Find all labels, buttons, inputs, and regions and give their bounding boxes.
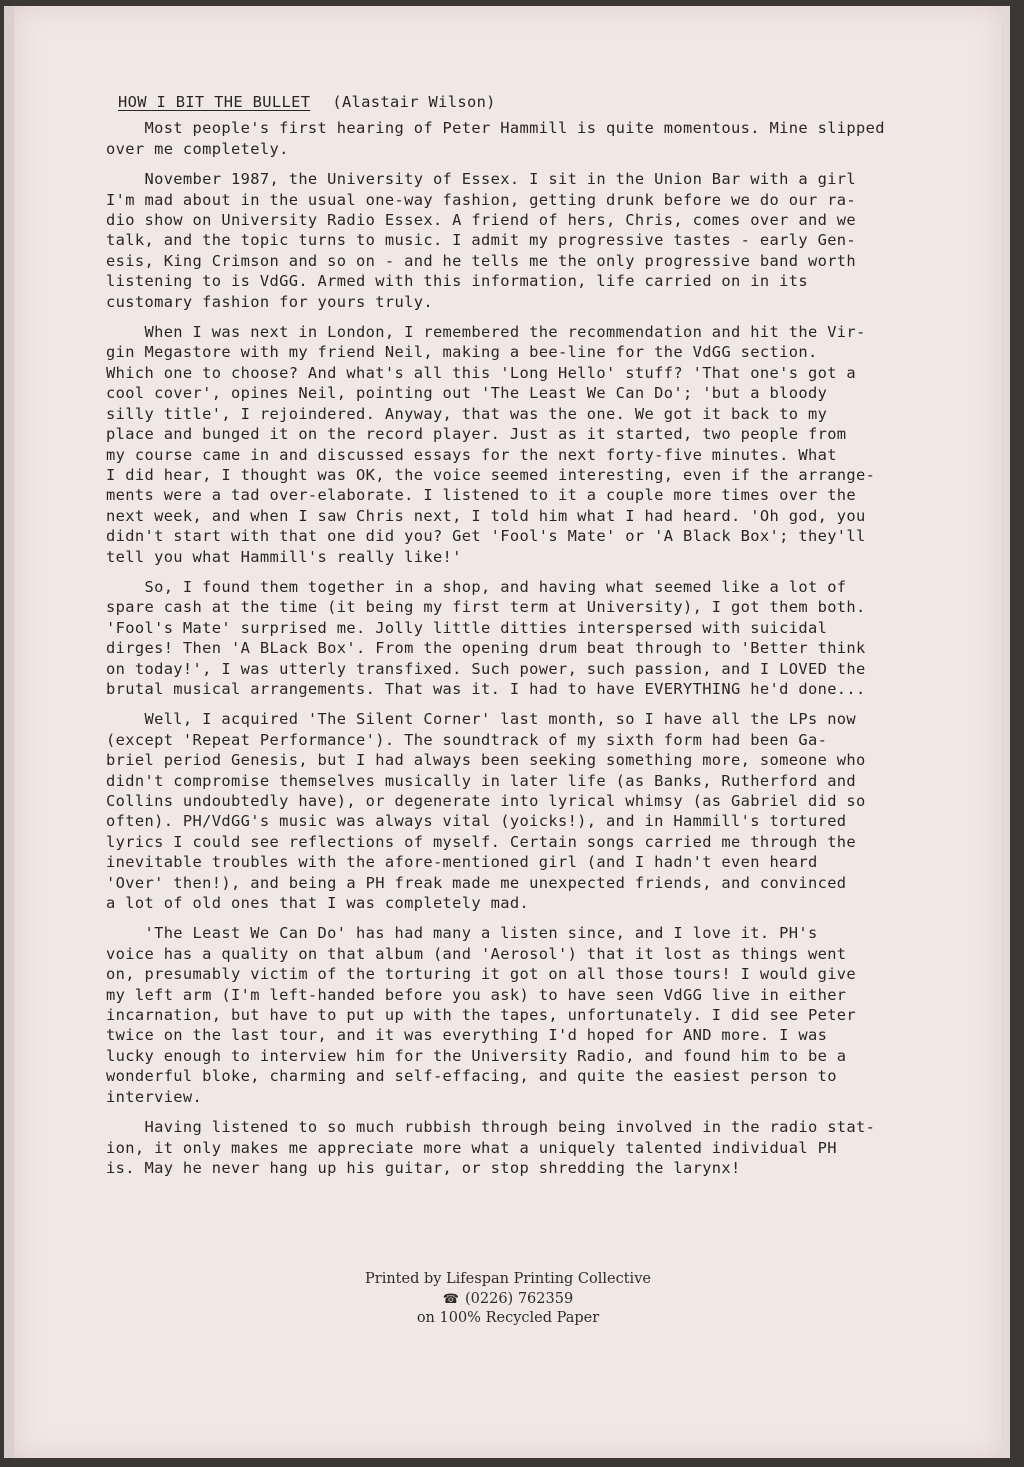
text-line: (except 'Repeat Performance'). The soundtrack of my sixth form had been Ga- <box>106 730 828 749</box>
paper-note: on 100% Recycled Paper <box>416 1310 600 1326</box>
printer-footer <box>14 1270 1002 1329</box>
article-author: (Alastair Wilson) <box>332 93 496 111</box>
text-line: listening to is VdGG. Armed with this information, life carried on in its <box>106 272 808 291</box>
text-line: cool cover', opines Neil, pointing out 'The Least We Can Do'; 'but a bloody <box>106 384 828 403</box>
text-line: I did hear, I thought was OK, the voice seemed interesting, even if the arrange- <box>106 465 876 484</box>
text-line: dio show on University Radio Essex. A friend of hers, Chris, comes over and we <box>106 211 857 230</box>
article-paragraph <box>106 1117 958 1178</box>
text-line: my course came in and discussed essays for the next forty-five minutes. What <box>106 445 837 464</box>
printer-phone: (0226) 762359 <box>465 1290 574 1307</box>
text-line: gin Megastore with my friend Neil, making a bee-line for the VdGG section. <box>106 343 818 362</box>
text-line: interview. <box>106 1087 203 1106</box>
text-line: on, presumably victim of the torturing it got on all those tours! I would give <box>106 965 857 984</box>
text-line: ments were a tad over-elaborate. I listened to it a couple more times over the <box>106 486 857 505</box>
text-line: I'm mad about in the usual one-way fashion, getting drunk before we do our ra- <box>106 190 857 209</box>
text-line: didn't compromise themselves musically in later life (as Banks, Rutherford and <box>106 771 857 790</box>
article-body <box>106 118 958 1178</box>
text-line: November 1987, the University of Essex. I sit in the Union Bar with a girl <box>106 170 857 189</box>
text-line: briel period Genesis, but I had always been seeking something more, someone who <box>106 751 866 770</box>
text-line: Which one to choose? And what's all this 'Long Hello' stuff? 'That one's got a <box>106 363 857 382</box>
text-line: over me completely. <box>106 139 289 158</box>
article-header <box>118 92 958 112</box>
text-line: place and bunged it on the record player. Just as it started, two people from <box>106 425 847 444</box>
text-line: silly title', I rejoindered. Anyway, that was the one. We got it back to my <box>106 404 828 423</box>
text-line: customary fashion for yours truly. <box>106 292 433 311</box>
text-line: lyrics I could see reflections of myself. Certain songs carried me through the <box>106 832 857 851</box>
text-line: 'Fool's Mate' surprised me. Jolly little ditties interspersed with suicidal <box>106 618 828 637</box>
text-line: didn't start with that one did you? Get 'Fool's Mate' or 'A Black Box'; they'll <box>106 527 866 546</box>
text-line: inevitable troubles with the afore-mentioned girl (and I hadn't even heard <box>106 853 818 872</box>
text-line: Collins undoubtedly have), or degenerate into lyrical whimsy (as Gabriel did so <box>106 792 866 810</box>
text-line: tell you what Hammill's really like!' <box>106 547 462 566</box>
article-paragraph <box>106 322 958 567</box>
text-line: lucky enough to interview him for the University Radio, and found him to be a <box>106 1046 847 1065</box>
article-paragraph <box>106 118 958 159</box>
text-line: Having listened to so much rubbish through being involved in the radio stat- <box>106 1118 876 1137</box>
text-line: Well, I acquired 'The Silent Corner' last month, so I have all the LPs now <box>106 710 857 729</box>
text-line: 'The Least We Can Do' has had many a listen since, and I love it. PH's <box>106 924 818 943</box>
printer-name: Printed by Lifespan Printing Collective <box>365 1271 651 1287</box>
article-paragraph <box>106 169 958 312</box>
text-line: my left arm (I'm left-handed before you ask) to have seen VdGG live in either <box>106 985 847 1004</box>
article-paragraph <box>106 709 958 913</box>
text-line: twice on the last tour, and it was everything I'd hoped for AND more. I was <box>106 1026 828 1045</box>
text-line: esis, King Crimson and so on - and he tells me the only progressive band worth <box>106 251 857 270</box>
text-line: talk, and the topic turns to music. I admit my progressive tastes - early Gen- <box>106 231 857 250</box>
article <box>106 92 958 1188</box>
text-line: So, I found them together in a shop, and having what seemed like a lot of <box>106 577 847 596</box>
telephone-icon: ☎ <box>442 1291 459 1307</box>
text-line: next week, and when I saw Chris next, I told him what I had heard. 'Oh god, you <box>106 506 866 525</box>
article-paragraph <box>106 577 958 699</box>
text-line: brutal musical arrangements. That was it. I had to have EVERYTHING he'd done... <box>106 679 866 698</box>
text-line: voice has a quality on that album (and 'Aerosol') that it lost as things went <box>106 944 847 963</box>
printer-phone-line <box>14 1290 1002 1310</box>
text-line: ion, it only makes me appreciate more what a uniquely talented individual PH <box>106 1138 837 1157</box>
document-page <box>4 6 1010 1458</box>
text-line: often). PH/VdGG's music was always vital (yoicks!), and in Hammill's tortured <box>106 812 847 831</box>
text-line: spare cash at the time (it being my first term at University), I got them both. <box>106 598 866 617</box>
text-line: a lot of old ones that I was completely mad. <box>106 894 530 913</box>
text-line: Most people's first hearing of Peter Hammill is quite momentous. Mine slipped <box>106 119 885 138</box>
article-paragraph <box>106 923 958 1107</box>
text-line: wonderful bloke, charming and self-effacing, and quite the easiest person to <box>106 1067 837 1086</box>
article-title: HOW I BIT THE BULLET <box>118 93 311 111</box>
text-line: on today!', I was utterly transfixed. Such power, such passion, and I LOVED the <box>106 659 866 678</box>
text-line: 'Over' then!), and being a PH freak made me unexpected friends, and convinced <box>106 873 847 892</box>
text-line: dirges! Then 'A BLack Box'. From the opening drum beat through to 'Better think <box>106 639 866 658</box>
text-line: incarnation, but have to put up with the tapes, unfortunately. I did see Peter <box>106 1006 857 1025</box>
text-line: When I was next in London, I remembered the recommendation and hit the Vir- <box>106 323 866 342</box>
text-line: is. May he never hang up his guitar, or stop shredding the larynx! <box>106 1158 741 1177</box>
